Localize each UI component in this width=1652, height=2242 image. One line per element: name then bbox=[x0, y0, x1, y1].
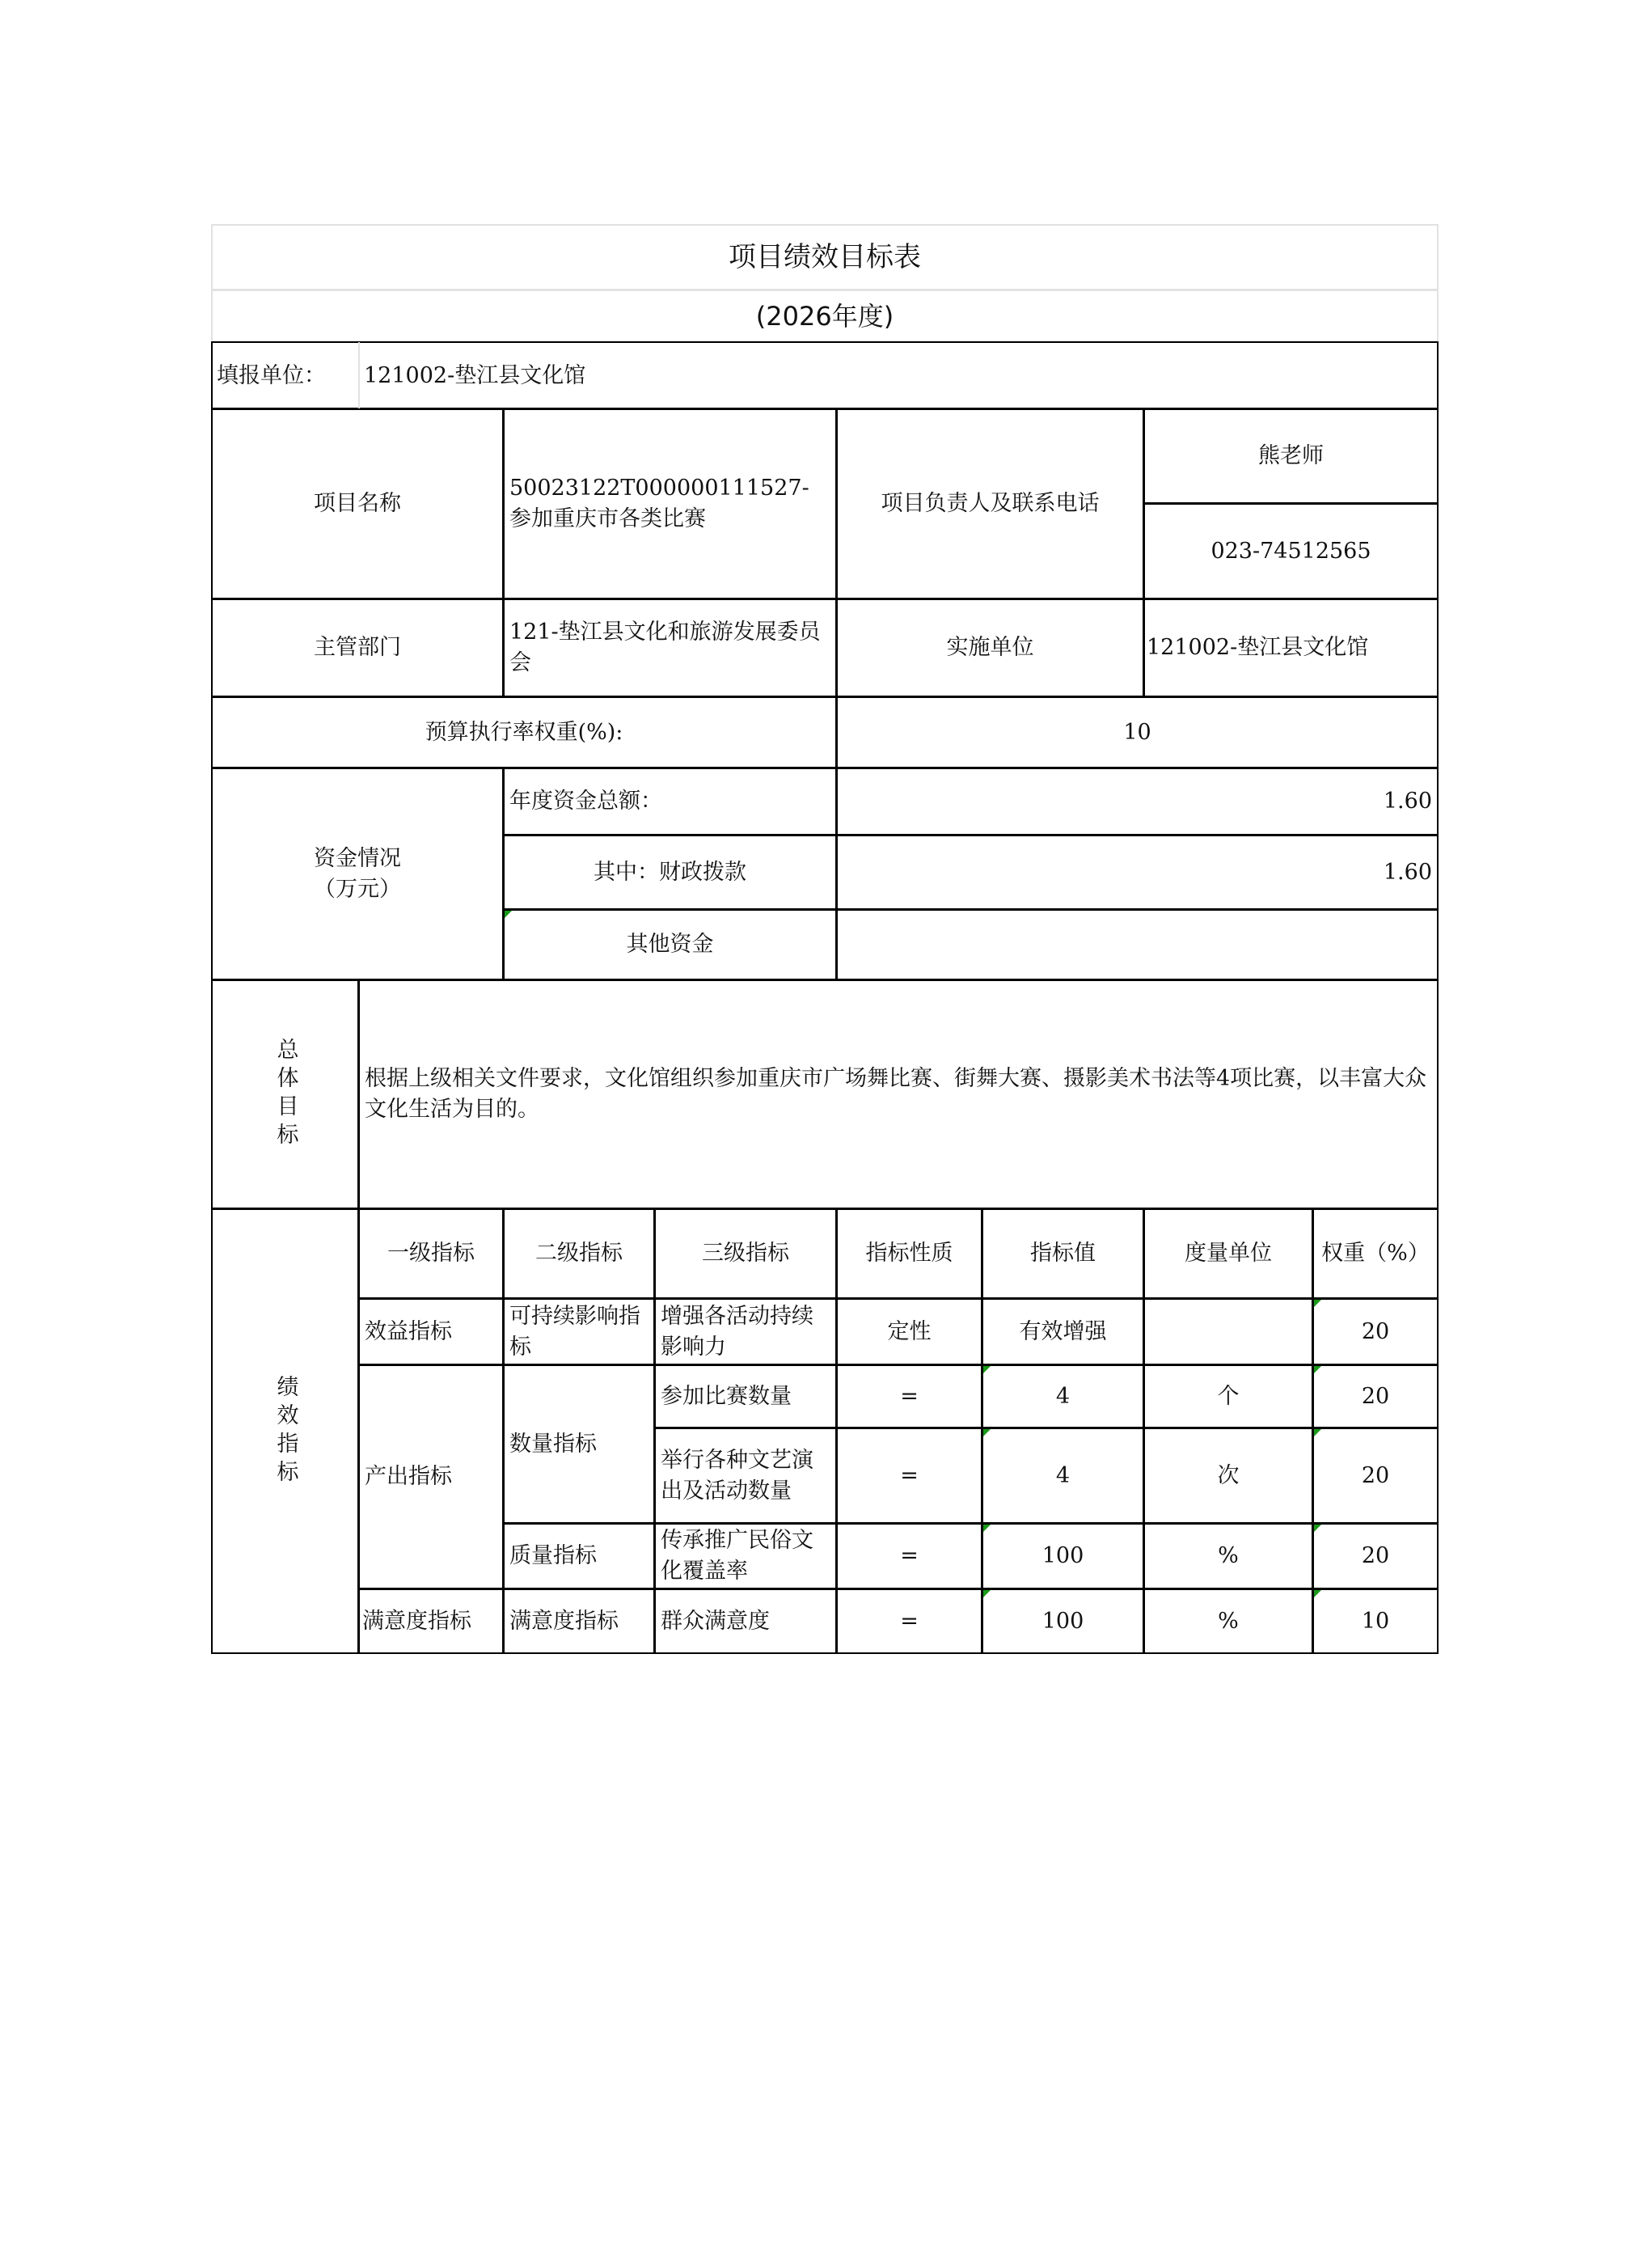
goal-text: 根据上级相关文件要求，文化馆组织参加重庆市广场舞比赛、街舞大赛、摄影美术书法等4项比赛，以丰富大众文化生活为目的。 bbox=[358, 979, 1439, 1209]
nature-cell: = bbox=[836, 1364, 982, 1428]
weight-cell: 20 bbox=[1312, 1298, 1439, 1365]
project-owner-name: 熊老师 bbox=[1143, 408, 1439, 504]
impl-unit-label: 实施单位 bbox=[836, 599, 1144, 697]
level3-cell: 举行各种文艺演出及活动数量 bbox=[654, 1428, 837, 1524]
level2-quantity: 数量指标 bbox=[503, 1364, 655, 1524]
funds-total-value: 1.60 bbox=[836, 768, 1439, 835]
level1-output: 产出指标 bbox=[358, 1364, 504, 1589]
level3-cell: 参加比赛数量 bbox=[654, 1364, 837, 1428]
weight-cell: 20 bbox=[1312, 1364, 1439, 1428]
level3-cell: 增强各活动持续影响力 bbox=[654, 1298, 837, 1365]
fill-unit-value: 121002-垫江县文化馆 bbox=[364, 363, 586, 388]
funds-other-label: 其他资金 bbox=[503, 909, 837, 980]
impl-unit-value: 121002-垫江县文化馆 bbox=[1143, 599, 1439, 697]
level1-benefit: 效益指标 bbox=[358, 1298, 504, 1365]
budget-weight-value: 10 bbox=[836, 696, 1439, 768]
unit-cell bbox=[1143, 1298, 1313, 1365]
level1-satisfaction: 满意度指标 bbox=[358, 1588, 504, 1654]
unit-cell: % bbox=[1143, 1523, 1313, 1589]
weight-cell: 20 bbox=[1312, 1523, 1439, 1589]
unit-cell: 次 bbox=[1143, 1428, 1313, 1524]
header-level1: 一级指标 bbox=[358, 1208, 504, 1299]
dept-value: 121-垫江县文化和旅游发展委员会 bbox=[503, 599, 837, 697]
weight-cell: 10 bbox=[1312, 1588, 1439, 1654]
value-cell: 4 bbox=[982, 1364, 1144, 1428]
header-nature: 指标性质 bbox=[836, 1208, 982, 1299]
project-name-value: 50023122T000000111527-参加重庆市各类比赛 bbox=[503, 408, 837, 599]
goal-label: 总体目标 bbox=[211, 979, 359, 1209]
weight-cell: 20 bbox=[1312, 1428, 1439, 1524]
header-level2: 二级指标 bbox=[503, 1208, 655, 1299]
page-title: 项目绩效目标表 bbox=[211, 224, 1439, 290]
value-cell: 100 bbox=[982, 1523, 1144, 1589]
header-unit: 度量单位 bbox=[1143, 1208, 1313, 1299]
year-subtitle: (2026年度) bbox=[211, 290, 1439, 342]
funds-total-label: 年度资金总额： bbox=[503, 768, 837, 835]
level2-quality: 质量指标 bbox=[503, 1523, 655, 1589]
header-level3: 三级指标 bbox=[654, 1208, 837, 1299]
funds-fiscal-value: 1.60 bbox=[836, 835, 1439, 910]
unit-cell: % bbox=[1143, 1588, 1313, 1654]
project-owner-label: 项目负责人及联系电话 bbox=[836, 408, 1144, 599]
nature-cell: = bbox=[836, 1428, 982, 1524]
level3-cell: 传承推广民俗文化覆盖率 bbox=[654, 1523, 837, 1589]
project-name-label: 项目名称 bbox=[211, 408, 504, 599]
level2-sustain: 可持续影响指标 bbox=[503, 1298, 655, 1365]
value-cell: 4 bbox=[982, 1428, 1144, 1524]
nature-cell: = bbox=[836, 1588, 982, 1654]
nature-cell: 定性 bbox=[836, 1298, 982, 1365]
indicators-label: 绩效指标 bbox=[211, 1208, 359, 1654]
nature-cell: = bbox=[836, 1523, 982, 1589]
value-cell: 100 bbox=[982, 1588, 1144, 1654]
level2-satisfaction: 满意度指标 bbox=[503, 1588, 655, 1654]
fill-unit-label: 填报单位： bbox=[212, 342, 360, 410]
project-owner-phone: 023-74512565 bbox=[1143, 503, 1439, 599]
funds-other-value bbox=[836, 909, 1439, 980]
dept-label: 主管部门 bbox=[211, 599, 504, 697]
budget-weight-label: 预算执行率权重(%): bbox=[211, 696, 837, 768]
funds-label: 资金情况 （万元） bbox=[211, 768, 504, 980]
level3-cell: 群众满意度 bbox=[654, 1588, 837, 1654]
unit-cell: 个 bbox=[1143, 1364, 1313, 1428]
value-cell: 有效增强 bbox=[982, 1298, 1144, 1365]
funds-fiscal-label: 其中：财政拨款 bbox=[503, 835, 837, 910]
header-value: 指标值 bbox=[982, 1208, 1144, 1299]
header-weight: 权重（%） bbox=[1312, 1208, 1439, 1299]
